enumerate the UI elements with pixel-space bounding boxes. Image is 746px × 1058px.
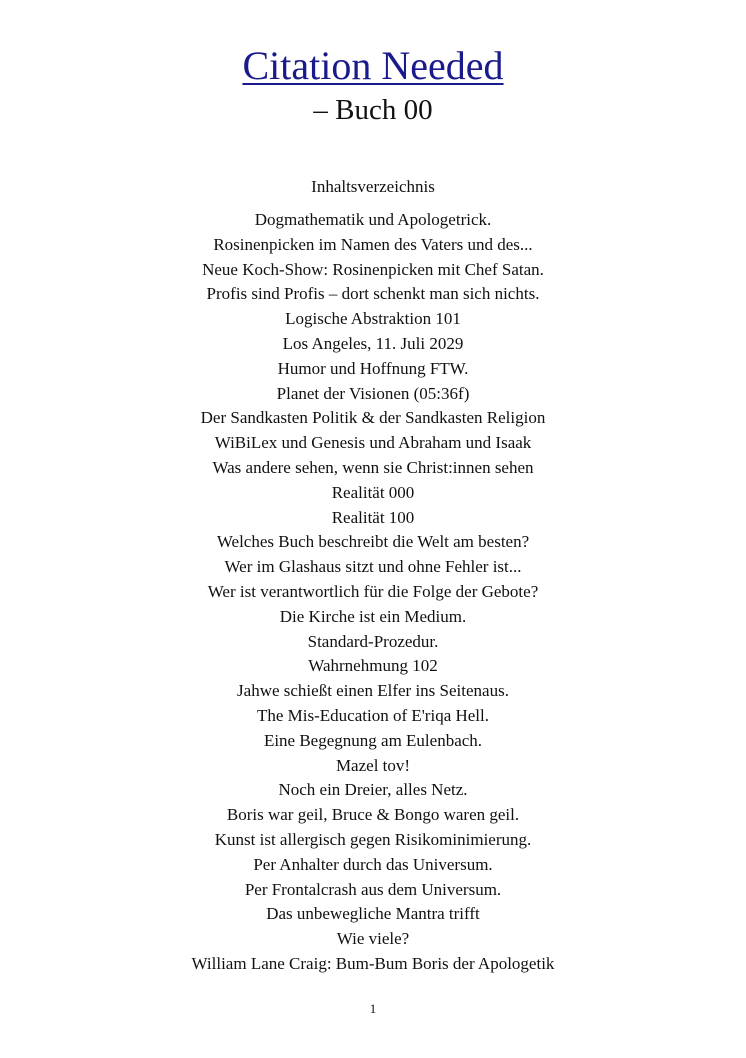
toc-entry[interactable]: Was andere sehen, wenn sie Christ:innen sehen	[212, 457, 534, 477]
toc-entry[interactable]: Standard-Prozedur.	[307, 631, 439, 651]
toc-entry[interactable]: Profis sind Profis – dort schenkt man sich nichts.	[206, 284, 540, 304]
toc-entry[interactable]: Los Angeles, 11. Juli 2029	[282, 333, 464, 353]
page-number: 1	[369, 1001, 377, 1016]
toc-entry[interactable]: Realität 100	[331, 507, 415, 527]
toc-entry[interactable]: Noch ein Dreier, alles Netz.	[278, 780, 468, 800]
toc-entry[interactable]: Neue Koch-Show: Rosinenpicken mit Chef Satan.	[202, 259, 544, 279]
toc-entry[interactable]: Realität 000	[331, 482, 415, 502]
toc-entry[interactable]: WiBiLex und Genesis und Abraham und Isaak	[214, 433, 532, 453]
table-of-contents	[0, 208, 746, 977]
toc-entry[interactable]: Welches Buch beschreibt die Welt am besten?	[216, 532, 530, 552]
toc-entry[interactable]: Per Anhalter durch das Universum.	[253, 854, 493, 874]
toc-entry[interactable]: Mazel tov!	[335, 755, 411, 775]
toc-entry[interactable]: Planet der Visionen (05:36f)	[276, 383, 470, 403]
toc-entry[interactable]: Wer ist verantwortlich für die Folge der Gebote?	[207, 581, 539, 601]
toc-entry[interactable]: William Lane Craig: Bum-Bum Boris der Apologetik	[191, 953, 555, 973]
toc-entry[interactable]: Logische Abstraktion 101	[285, 309, 461, 329]
toc-entry[interactable]: Humor und Hoffnung FTW.	[277, 358, 469, 378]
page-subtitle: – Buch 00	[313, 94, 433, 126]
toc-entry[interactable]: Rosinenpicken im Namen des Vaters und des...	[213, 234, 533, 254]
toc-heading: Inhaltsverzeichnis	[311, 177, 435, 196]
toc-entry[interactable]: Jahwe schießt einen Elfer ins Seitenaus.	[237, 681, 509, 701]
toc-entry[interactable]: Wahrnehmung 102	[308, 656, 438, 676]
toc-entry[interactable]: Die Kirche ist ein Medium.	[279, 606, 467, 626]
toc-entry[interactable]: Dogmathematik und Apologetrick.	[254, 210, 492, 229]
toc-entry[interactable]: Wie viele?	[336, 929, 410, 949]
toc-entry[interactable]: Das unbewegliche Mantra trifft	[266, 904, 480, 924]
toc-entry[interactable]: Eine Begegnung am Eulenbach.	[263, 730, 483, 750]
toc-entry[interactable]: Per Frontalcrash aus dem Universum.	[244, 879, 502, 899]
page-title	[0, 42, 746, 90]
toc-entry[interactable]: The Mis-Education of E'riqa Hell.	[256, 705, 490, 725]
toc-entry[interactable]: Der Sandkasten Politik & der Sandkasten Religion	[200, 408, 546, 428]
toc-entry[interactable]: Boris war geil, Bruce & Bongo waren geil.	[226, 805, 520, 825]
title-link[interactable]: Citation Needed	[242, 43, 504, 88]
toc-entry[interactable]: Kunst ist allergisch gegen Risikominimierung.	[214, 829, 532, 849]
toc-entry[interactable]: Wer im Glashaus sitzt und ohne Fehler ist...	[224, 557, 522, 577]
